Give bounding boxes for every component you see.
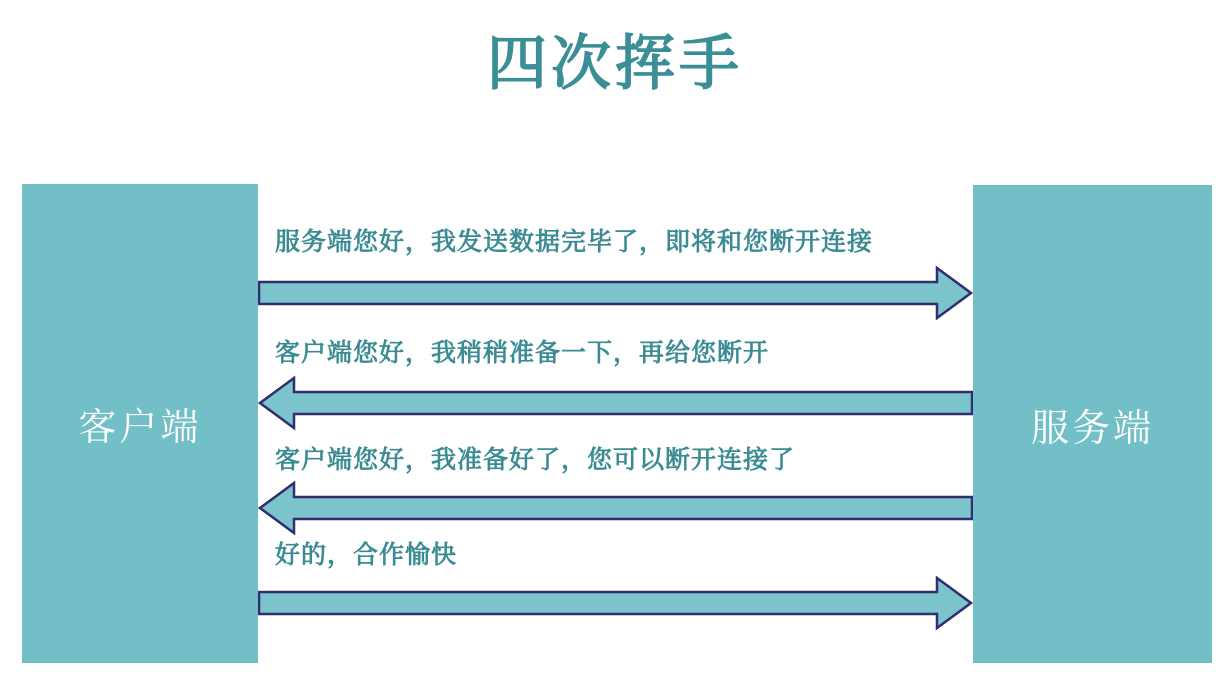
message-4-arrow-right-icon (258, 575, 973, 631)
message-1-label: 服务端您好，我发送数据完毕了，即将和您断开连接 (275, 227, 874, 256)
message-1-arrow-right-icon (258, 265, 973, 321)
message-2-arrow-left-icon (258, 375, 973, 431)
message-3-arrow-left-icon (258, 480, 973, 536)
server-node (973, 185, 1212, 663)
client-node (22, 184, 258, 663)
message-3-label: 客户端您好，我准备好了，您可以断开连接了 (275, 445, 796, 474)
message-2-label: 客户端您好，我稍稍准备一下，再给您断开 (275, 338, 770, 367)
server-node-label: 服务端 (1030, 405, 1154, 450)
diagram-title: 四次挥手 (487, 29, 743, 99)
message-4-label: 好的，合作愉快 (275, 540, 458, 569)
client-node-label: 客户端 (78, 405, 202, 449)
